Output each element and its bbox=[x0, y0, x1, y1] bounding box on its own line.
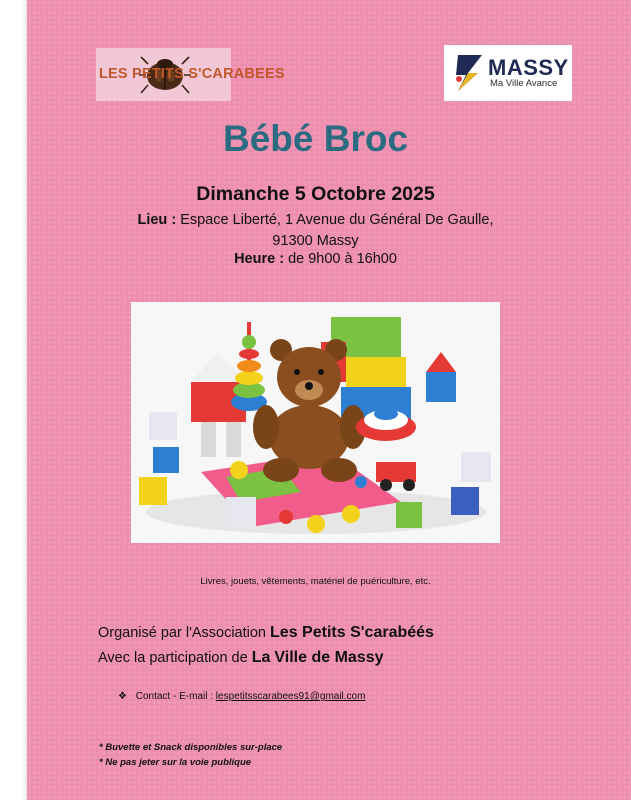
partner-la: La bbox=[251, 649, 271, 666]
toys-illustration bbox=[131, 302, 500, 543]
event-date: Dimanche 5 Octobre 2025 bbox=[196, 183, 435, 205]
hours-label: Heure : bbox=[234, 251, 285, 267]
massy-logo bbox=[444, 45, 572, 101]
items-caption: Livres, jouets, vêtements, matériel de puériculture, etc. bbox=[200, 576, 431, 587]
event-hours bbox=[0, 251, 631, 267]
note-voie-publique: * Ne pas jeter sur la voie publique bbox=[99, 757, 252, 768]
contact-email-link[interactable]: lespetitsscarabees91@gmail.com bbox=[215, 691, 366, 702]
diamond-bullet-icon: ❖ bbox=[118, 691, 127, 702]
toys-photo bbox=[131, 302, 500, 543]
event-place-line2: 91300 Massy bbox=[272, 233, 359, 249]
contact-label: Contact - E-mail : bbox=[135, 691, 213, 702]
massy-logo-name: MASSY bbox=[488, 55, 569, 80]
partner-line bbox=[98, 649, 384, 667]
place-label: Lieu : bbox=[137, 212, 177, 228]
contact-line bbox=[118, 691, 365, 702]
organizer-line bbox=[98, 624, 434, 642]
partner-prefix: Avec la participation de bbox=[98, 650, 248, 666]
association-logo bbox=[96, 48, 285, 101]
note-buvette: * Buvette et Snack disponibles sur-place bbox=[99, 742, 283, 753]
organizer-prefix: Organisé par l'Association bbox=[98, 625, 266, 641]
place-address: Espace Liberté, 1 Avenue du Général De Gaulle, bbox=[180, 212, 494, 228]
partner-name: Ville de Massy bbox=[274, 649, 384, 666]
association-logo-text: LES PETITS S'CARABEES bbox=[99, 66, 285, 82]
event-place-line1 bbox=[0, 212, 631, 228]
hours-value: de 9h00 à 16h00 bbox=[288, 251, 397, 267]
massy-emblem-icon bbox=[452, 53, 486, 93]
massy-logo-tagline: Ma Ville Avance bbox=[490, 78, 558, 89]
organizer-name: Les Petits S'carabéés bbox=[270, 624, 434, 641]
event-title: Bébé Broc bbox=[222, 118, 409, 159]
